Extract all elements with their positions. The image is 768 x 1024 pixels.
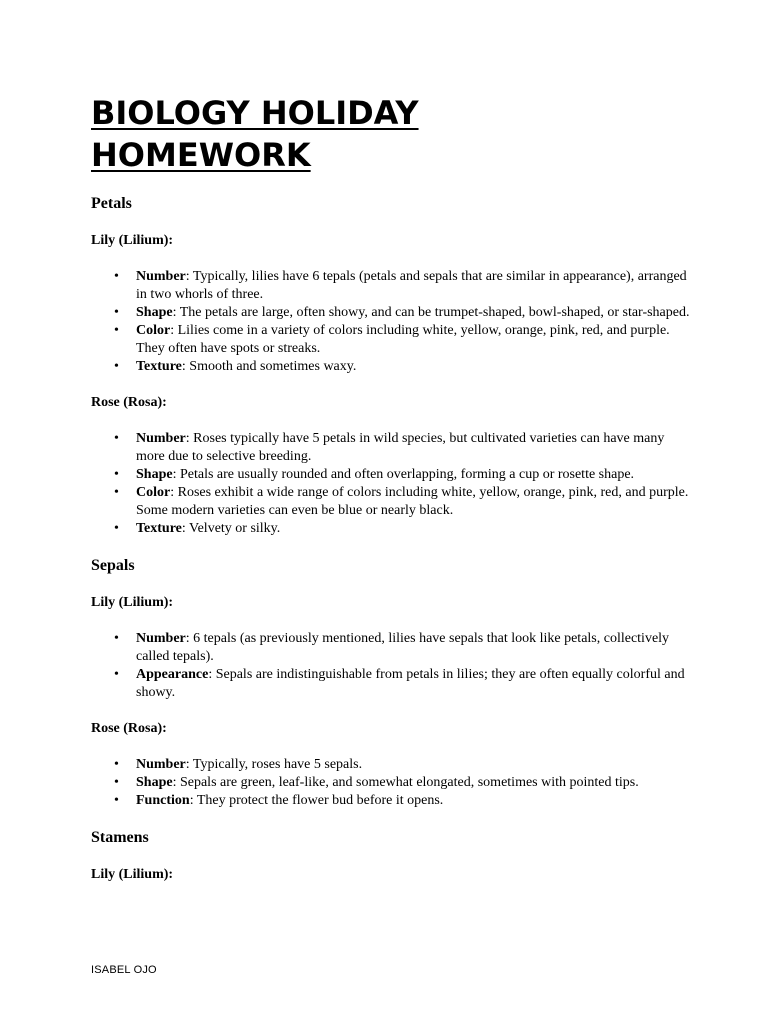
title-line-2: HOMEWORK [91, 136, 311, 174]
section-heading-sepals: Sepals [91, 557, 135, 574]
list-item [136, 268, 691, 304]
section-heading-petals: Petals [91, 195, 132, 212]
title-line-1: BIOLOGY HOLIDAY [91, 94, 419, 132]
list-item-term: Appearance [136, 667, 209, 682]
list-item-text: : Petals are usually rounded and often overlapping, forming a cup or rosette shape. [172, 467, 635, 482]
list-item [136, 520, 691, 538]
list-item-text: : The petals are large, often showy, and can be trumpet-shaped, bowl-shaped, or star-shaped. [172, 305, 690, 320]
list-item-term: Color [136, 323, 171, 338]
list-item [136, 756, 691, 774]
list-item [136, 484, 691, 520]
stamens-lily-label: Lily (Lilium): [91, 867, 174, 882]
list-item-term: Number [136, 431, 186, 446]
list-item [136, 304, 691, 322]
petals-lily-label: Lily (Lilium): [91, 233, 174, 248]
section-sepals [91, 556, 691, 810]
footer-author-name: ISABEL OJO [91, 964, 157, 976]
list-item-text: : Sepals are indistinguishable from petals in lilies; they are often equally colorful and showy. [136, 667, 685, 700]
list-item-term: Number [136, 269, 186, 284]
list-item-text: : Sepals are green, leaf-like, and somewhat elongated, sometimes with pointed tips. [172, 775, 639, 790]
sepals-rose-list [91, 756, 691, 810]
list-item-term: Shape [136, 305, 173, 320]
list-item [136, 792, 691, 810]
list-item-text: : Smooth and sometimes waxy. [181, 359, 357, 374]
list-item-text: : Typically, lilies have 6 tepals (petals and sepals that are similar in appearance), arranged in two whorls of three. [136, 269, 687, 302]
list-item-text: : Velvety or silky. [181, 521, 281, 536]
list-item-term: Number [136, 631, 186, 646]
section-petals [91, 194, 691, 538]
list-item-term: Color [136, 485, 171, 500]
list-item-text: : 6 tepals (as previously mentioned, lilies have sepals that look like petals, collectively called tepals). [136, 631, 670, 664]
list-item-term: Texture [136, 521, 182, 536]
list-item-text: : Lilies come in a variety of colors including white, yellow, orange, pink, red, and purple. They often have spots or streaks. [136, 323, 670, 356]
list-item-text: : Typically, roses have 5 sepals. [185, 757, 363, 772]
sepals-lily-label: Lily (Lilium): [91, 595, 174, 610]
section-stamens [91, 828, 691, 884]
list-item-term: Texture [136, 359, 182, 374]
petals-rose-label: Rose (Rosa): [91, 395, 167, 410]
list-item-term: Number [136, 757, 186, 772]
list-item-term: Function [136, 793, 190, 808]
list-item-text: : Roses exhibit a wide range of colors including white, yellow, orange, pink, red, and purple. Some modern varieties can even be blue or nearly black. [136, 485, 689, 518]
list-item [136, 430, 691, 466]
list-item-text: : Roses typically have 5 petals in wild species, but cultivated varieties can have many more due to selective breeding. [136, 431, 665, 464]
list-item [136, 774, 691, 792]
petals-lily-list [91, 268, 691, 376]
list-item [136, 322, 691, 358]
section-heading-stamens: Stamens [91, 829, 149, 846]
list-item-term: Shape [136, 775, 173, 790]
list-item [136, 358, 691, 376]
list-item-term: Shape [136, 467, 173, 482]
petals-rose-list [91, 430, 691, 538]
list-item [136, 666, 691, 702]
list-item [136, 630, 691, 666]
list-item-text: : They protect the flower bud before it opens. [189, 793, 444, 808]
sepals-rose-label: Rose (Rosa): [91, 721, 167, 736]
sepals-lily-list [91, 630, 691, 702]
document-page [91, 92, 691, 902]
document-title [91, 92, 691, 176]
list-item [136, 466, 691, 484]
